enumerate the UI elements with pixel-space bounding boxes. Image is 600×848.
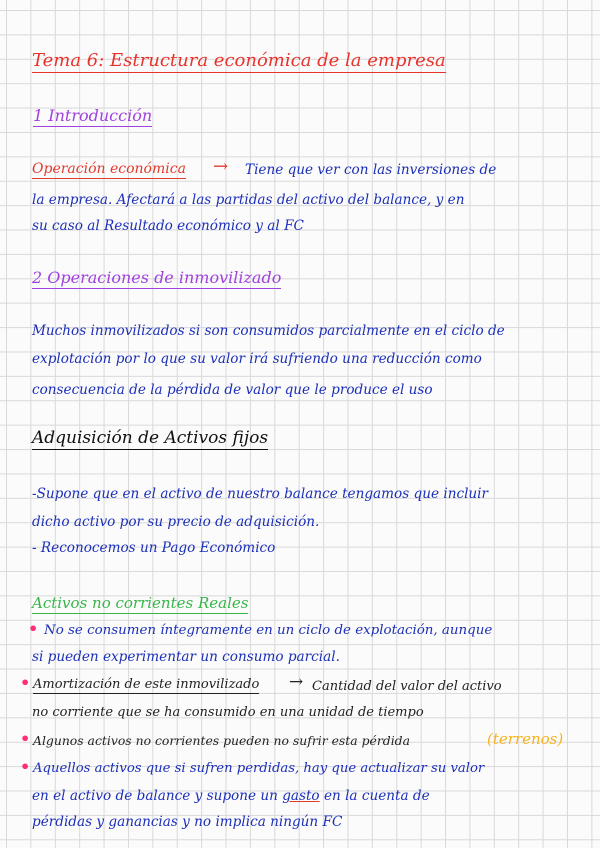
term-amortizacion: Amortización de este inmovilizado [33,677,260,692]
section2-line-2: explotación por lo que su valor irá sufriendo una reducción como [32,351,482,367]
page-title: Tema 6: Estructura económica de la empresa [32,50,446,71]
section1-line-2: la empresa. Afectará a las partidas del activo del balance, y en [32,192,465,208]
bullet-3: • [20,729,31,748]
section4-line-2: si pueden experimentar un consumo parcial. [32,649,340,665]
terrenos-note: (terrenos) [487,730,564,748]
section-heading-activos-no-corrientes: Activos no corrientes Reales [32,594,249,612]
section4-balance-line [32,790,430,804]
section2-line-1: Muchos inmovilizados si son consumidos parcialmente en el ciclo de [32,323,505,339]
bullet-4: • [20,757,31,776]
section-heading-operaciones-inmovilizado: 2 Operaciones de inmovilizado [32,268,282,287]
section1-line-3: su caso al Resultado económico y al FC [32,218,304,234]
amortizacion-definition-1: Cantidad del valor del activo [312,679,502,694]
balance-text-post: en la cuenta de [323,788,430,804]
section1-line-1: Tiene que ver con las inversiones de [245,162,497,178]
section4-aquellos: Aquellos activos que si sufren perdidas, hay que actualizar su valor [33,761,485,776]
section-heading-adquisicion: Adquisición de Activos fijos [32,428,269,448]
section3-line-3: - Reconocemos un Pago Económico [32,540,276,556]
section2-line-3: consecuencia de la pérdida de valor que le produce el uso [32,382,433,398]
arrow-operacion: → [213,156,229,177]
term-operacion-economica: Operación económica [32,161,186,177]
bullet-2: • [20,673,31,692]
gasto-word: gasto [282,788,320,804]
section4-algunos: Algunos activos no corrientes pueden no sufrir esta pérdida [33,733,410,748]
section4-line-1: No se consumen íntegramente en un ciclo de explotación, aunque [44,623,493,638]
amortizacion-definition-2: no corriente que se ha consumido en una unidad de tiempo [32,705,424,720]
arrow-amortizacion: → [289,672,304,692]
section3-line-2: dicho activo por su precio de adquisición. [32,514,320,530]
balance-text-pre: en el activo de balance y supone un [32,788,278,804]
section4-perdidas-line: pérdidas y ganancias y no implica ningún FC [32,814,343,830]
section3-line-1: -Supone que en el activo de nuestro balance tengamos que incluir [32,486,489,502]
section-heading-introduccion: 1 Introducción [33,106,153,125]
bullet-1: • [28,619,39,638]
